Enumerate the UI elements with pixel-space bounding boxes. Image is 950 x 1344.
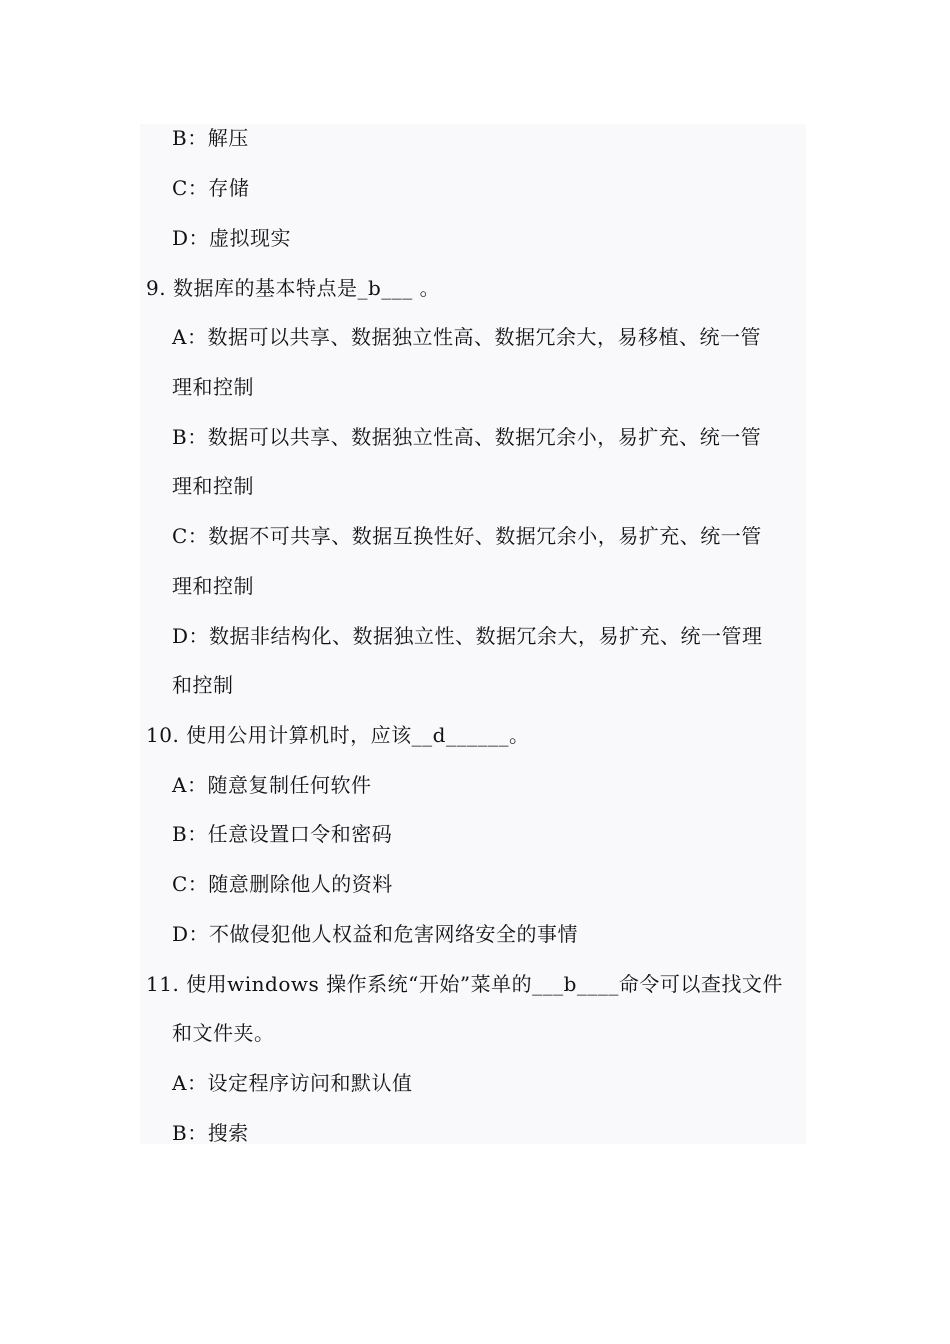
option-8d: D：虚拟现实 xyxy=(172,226,292,250)
option-11b: B：搜索 xyxy=(172,1121,249,1145)
option-10c: C：随意删除他人的资料 xyxy=(172,872,393,896)
question-9: 9. 数据库的基本特点是_b___ 。 xyxy=(146,276,441,300)
option-10a: A：随意复制任何软件 xyxy=(172,773,372,797)
option-9b: B：数据可以共享、数据独立性高、数据冗余小，易扩充、统一管 xyxy=(172,425,762,449)
question-11: 11. 使用windows 操作系统“开始”菜单的___b____命令可以查找文件 xyxy=(146,972,783,996)
option-10d: D：不做侵犯他人权益和危害网络安全的事情 xyxy=(172,922,579,946)
question-10: 10. 使用公用计算机时，应该__d______。 xyxy=(146,723,530,747)
option-11a: A：设定程序访问和默认值 xyxy=(172,1071,413,1095)
option-9a: A：数据可以共享、数据独立性高、数据冗余大，易移植、统一管 xyxy=(172,325,761,349)
option-8b: B：解压 xyxy=(172,126,249,150)
option-9d-cont: 和控制 xyxy=(172,673,234,697)
option-8c: C：存储 xyxy=(172,176,250,200)
option-9d: D：数据非结构化、数据独立性、数据冗余大，易扩充、统一管理 xyxy=(172,624,763,648)
question-11-cont: 和文件夹。 xyxy=(172,1021,275,1045)
option-10b: B：任意设置口令和密码 xyxy=(172,822,393,846)
option-9b-cont: 理和控制 xyxy=(172,474,254,498)
option-9a-cont: 理和控制 xyxy=(172,375,254,399)
option-9c: C：数据不可共享、数据互换性好、数据冗余小，易扩充、统一管 xyxy=(172,524,762,548)
option-9c-cont: 理和控制 xyxy=(172,574,254,598)
